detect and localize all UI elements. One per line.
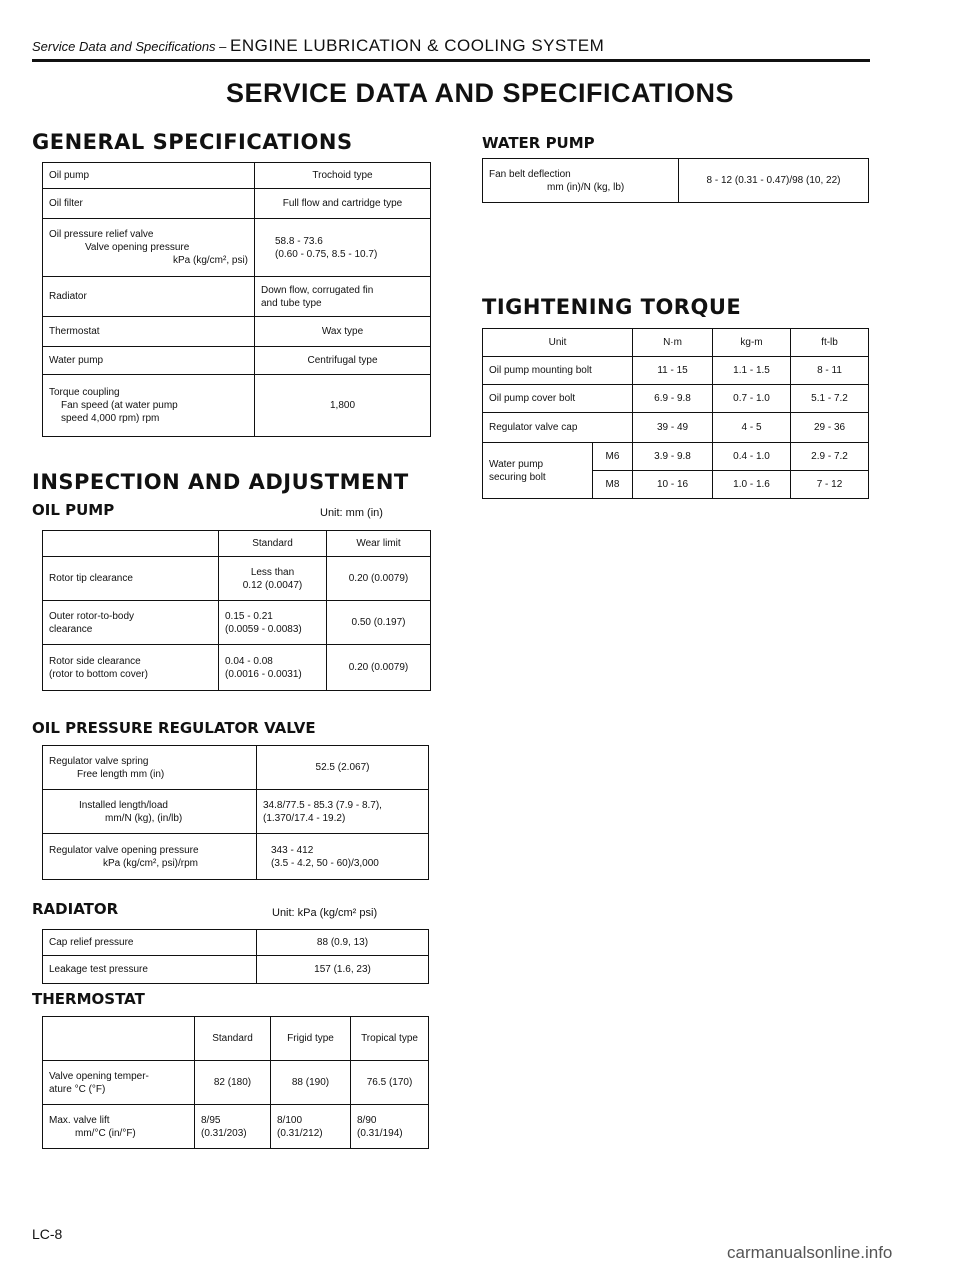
spec-label: Outer rotor-to-body clearance [43, 601, 219, 645]
torque-nm: 39 - 49 [633, 413, 713, 443]
spec-label: Cap relief pressure [43, 930, 257, 956]
spec-label: Regulator valve opening pressure kPa (kg/cm², psi)/rpm [43, 834, 257, 880]
spec-value: 34.8/77.5 - 85.3 (7.9 - 8.7), (1.370/17.4 - 19.2) [257, 790, 429, 834]
spec-label: Water pump [43, 347, 255, 375]
page-title: SERVICE DATA AND SPECIFICATIONS [225, 78, 735, 108]
torque-nm: 3.9 - 9.8 [633, 443, 713, 471]
frigid-value: 8/100 (0.31/212) [271, 1105, 351, 1149]
table-row [43, 219, 431, 277]
spec-label: Installed length/load mm/N (kg), (in/lb) [43, 790, 257, 834]
header-section: ENGINE LUBRICATION & COOLING SYSTEM [230, 36, 605, 55]
regulator-title: OIL PRESSURE REGULATOR VALVE [32, 719, 316, 737]
table-row [483, 443, 869, 471]
spec-value: 343 - 412 (3.5 - 4.2, 50 - 60)/3,000 [257, 834, 429, 880]
limit-value: 0.20 (0.0079) [327, 557, 431, 601]
table-row [43, 1105, 429, 1149]
torque-nm: 10 - 16 [633, 471, 713, 499]
header-cell: Tropical type [351, 1017, 429, 1061]
spec-label: Max. valve lift mm/°C (in/°F) [43, 1105, 195, 1149]
table-row [43, 375, 431, 437]
standard-value: 82 (180) [195, 1061, 271, 1105]
table-row [43, 277, 431, 317]
table-row [483, 385, 869, 413]
spec-label: Radiator [43, 277, 255, 317]
spec-label: Rotor side clearance (rotor to bottom cover) [43, 645, 219, 691]
page-code: LC-8 [32, 1226, 63, 1242]
table-row [483, 329, 869, 357]
header-cell [43, 531, 219, 557]
oil-pump-title: OIL PUMP [32, 501, 115, 519]
torque-kgm: 0.4 - 1.0 [713, 443, 791, 471]
header-cell: Unit [483, 329, 633, 357]
table-row [43, 163, 431, 189]
table-row [43, 930, 429, 956]
spec-label: Oil pressure relief valve Valve opening pressure kPa (kg/cm², psi) [43, 219, 255, 277]
table-row [43, 189, 431, 219]
table-row [43, 347, 431, 375]
torque-table [482, 328, 869, 499]
bolt-size: M8 [593, 471, 633, 499]
header-prefix: Service Data and Specifications – [32, 39, 230, 54]
spec-label: Oil filter [43, 189, 255, 219]
torque-title: TIGHTENING TORQUE [482, 295, 742, 319]
table-row [43, 1061, 429, 1105]
table-row [43, 746, 429, 790]
table-row [43, 956, 429, 984]
torque-nm: 6.9 - 9.8 [633, 385, 713, 413]
torque-label: Regulator valve cap [483, 413, 633, 443]
spec-value: Full flow and cartridge type [255, 189, 431, 219]
table-row [43, 790, 429, 834]
table-row [43, 834, 429, 880]
standard-value: 8/95 (0.31/203) [195, 1105, 271, 1149]
standard-value: 0.04 - 0.08 (0.0016 - 0.0031) [219, 645, 327, 691]
oil-pump-unit: Unit: mm (in) [320, 507, 383, 519]
spec-value: 157 (1.6, 23) [257, 956, 429, 984]
torque-kgm: 4 - 5 [713, 413, 791, 443]
regulator-table [42, 745, 429, 880]
oil-pump-table [42, 530, 431, 691]
spec-value: 58.8 - 73.6 (0.60 - 0.75, 8.5 - 10.7) [255, 219, 431, 277]
radiator-unit: Unit: kPa (kg/cm² psi) [272, 907, 378, 919]
table-row [43, 645, 431, 691]
spec-value: 8 - 12 (0.31 - 0.47)/98 (10, 22) [679, 159, 869, 203]
table-row [43, 601, 431, 645]
spec-label: Torque coupling Fan speed (at water pump speed 4,000 rpm) rpm [43, 375, 255, 437]
standard-value: Less than 0.12 (0.0047) [219, 557, 327, 601]
table-row [43, 557, 431, 601]
spec-label: Fan belt deflection mm (in)/N (kg, lb) [483, 159, 679, 203]
thermostat-title: THERMOSTAT [32, 990, 145, 1008]
watermark: carmanualsonline.info [727, 1243, 893, 1262]
table-row [43, 531, 431, 557]
tropical-value: 76.5 (170) [351, 1061, 429, 1105]
torque-label: Oil pump mounting bolt [483, 357, 633, 385]
inspection-title: INSPECTION AND ADJUSTMENT [32, 470, 409, 494]
table-row [483, 413, 869, 443]
table-row [43, 317, 431, 347]
spec-label: Valve opening temper- ature °C (°F) [43, 1061, 195, 1105]
frigid-value: 88 (190) [271, 1061, 351, 1105]
header-cell: kg-m [713, 329, 791, 357]
spec-label: Oil pump [43, 163, 255, 189]
spec-value: Wax type [255, 317, 431, 347]
spec-value: 52.5 (2.067) [257, 746, 429, 790]
header-cell: ft-lb [791, 329, 869, 357]
torque-kgm: 1.1 - 1.5 [713, 357, 791, 385]
limit-value: 0.50 (0.197) [327, 601, 431, 645]
tropical-value: 8/90 (0.31/194) [351, 1105, 429, 1149]
table-row [43, 1017, 429, 1061]
general-specs-table [42, 162, 431, 437]
spec-label: Regulator valve spring Free length mm (in) [43, 746, 257, 790]
header-cell: Frigid type [271, 1017, 351, 1061]
water-pump-table [482, 158, 869, 203]
general-specs-title: GENERAL SPECIFICATIONS [32, 130, 353, 154]
radiator-table [42, 929, 429, 984]
header-cell: Wear limit [327, 531, 431, 557]
torque-ftlb: 2.9 - 7.2 [791, 443, 869, 471]
spec-value: Trochoid type [255, 163, 431, 189]
header-cell: Standard [219, 531, 327, 557]
torque-ftlb: 8 - 11 [791, 357, 869, 385]
header-cell: N·m [633, 329, 713, 357]
spec-label: Rotor tip clearance [43, 557, 219, 601]
spec-value: 88 (0.9, 13) [257, 930, 429, 956]
header-cell: Standard [195, 1017, 271, 1061]
limit-value: 0.20 (0.0079) [327, 645, 431, 691]
water-pump-title: WATER PUMP [482, 134, 595, 152]
torque-ftlb: 29 - 36 [791, 413, 869, 443]
thermostat-table [42, 1016, 429, 1149]
table-row [483, 159, 869, 203]
torque-kgm: 1.0 - 1.6 [713, 471, 791, 499]
radiator-title: RADIATOR [32, 900, 119, 918]
bolt-size: M6 [593, 443, 633, 471]
torque-label: Water pump securing bolt [483, 443, 593, 499]
torque-ftlb: 7 - 12 [791, 471, 869, 499]
torque-label: Oil pump cover bolt [483, 385, 633, 413]
torque-ftlb: 5.1 - 7.2 [791, 385, 869, 413]
running-header [32, 36, 604, 56]
spec-value: Down flow, corrugated fin and tube type [255, 277, 431, 317]
torque-kgm: 0.7 - 1.0 [713, 385, 791, 413]
header-rule [32, 59, 870, 62]
spec-label: Leakage test pressure [43, 956, 257, 984]
header-cell [43, 1017, 195, 1061]
spec-value: 1,800 [255, 375, 431, 437]
table-row [483, 357, 869, 385]
spec-value: Centrifugal type [255, 347, 431, 375]
torque-nm: 11 - 15 [633, 357, 713, 385]
standard-value: 0.15 - 0.21 (0.0059 - 0.0083) [219, 601, 327, 645]
spec-label: Thermostat [43, 317, 255, 347]
